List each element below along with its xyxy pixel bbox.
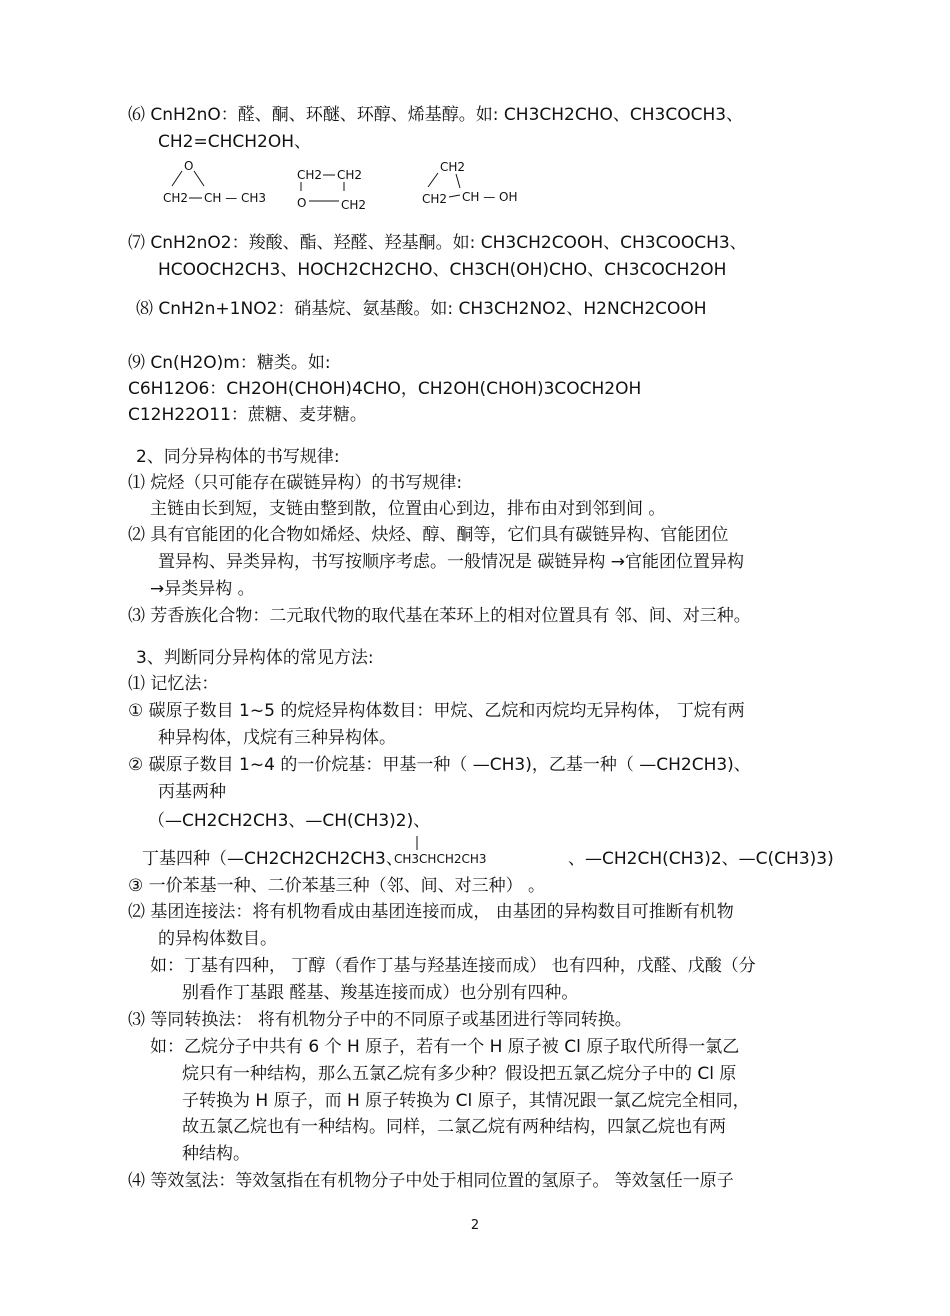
svg-text:O: O [297,196,307,210]
text-line: ⑶ 等同转换法： 将有机物分子中的不同原子或基团进行等同转换。 [128,1010,632,1030]
svg-text:CH2: CH2 [337,168,363,182]
text-line: ⑷ 等效氢法：等效氢指在有机物分子中处于相同位置的氢原子。 等效氢任一原子 [128,1171,734,1191]
page-number: 2 [470,1218,480,1233]
text-line: ⑶ 芳香族化合物：二元取代物的取代基在苯环上的相对位置具有 邻、间、对三种。 [128,606,751,626]
text-line: CH2=CHCH2OH、 [158,132,311,152]
text-line: 别看作丁基跟 醛基、羧基连接而成）也分别有四种。 [182,983,579,1003]
text-line: C12H22O11：蔗糖、麦芽糖。 [128,405,367,425]
text-line: ⑵ 基团连接法：将有机物看成由基团连接而成， 由基团的异构数目可推断有机物 [128,902,734,922]
text-line: ② 碳原子数目 1~4 的一价烷基：甲基一种（ —CH3)，乙基一种（ —CH2CH3)、 [128,755,751,775]
text-line: ⑹ CnH2nO：醛、酮、环醚、环醇、烯基醇。如: CH3CH2CHO、CH3COCH3、 [128,105,744,125]
text-line: 种异构体，戊烷有三种异构体。 [158,728,396,748]
text-line: ⑴ 烷烃（只可能存在碳链异构）的书写规律: [128,473,463,493]
text-line: ③ 一价苯基一种、二价苯基三种（邻、间、对三种） 。 [128,876,546,896]
text-line: ⑼ Cn(H2O)m：糖类。如: [128,353,331,373]
text-line: 子转换为 H 原子，而 H 原子转换为 Cl 原子，其情况跟一氯乙烷完全相同， [182,1091,750,1111]
butyl-branch-structure [392,834,502,866]
text-line: 3、判断同分异构体的常见方法: [136,648,374,668]
text-line: ⑵ 具有官能团的化合物如烯烃、炔烃、醇、酮等，它们具有碳链异构、官能团位 [128,525,729,545]
svg-text:CH — OH: CH — OH [462,190,518,204]
text-line: ⑻ CnH2n+1NO2：硝基烷、氨基酸。如: CH3CH2NO2、H2NCH2COOH [136,299,707,319]
text-line: 主链由长到短，支链由整到散，位置由心到边，排布由对到邻到间 。 [150,499,666,519]
text-line: 种结构。 [182,1144,250,1164]
text-line: 如：乙烷分子中共有 6 个 H 原子，若有一个 H 原子被 Cl 原子取代所得一氯乙 [150,1037,740,1057]
text-line: （—CH2CH2CH3、—CH(CH3)2)、 [148,811,431,831]
text-line: 如：丁基有四种， 丁醇（看作丁基与羟基连接而成） 也有四种，戊醛、戊酸（分 [150,956,756,976]
oxetane-structure [295,163,385,213]
oxygen-label: O [184,159,194,173]
text-line: HCOOCH2CH3、HOCH2CH2CHO、CH3CH(OH)CHO、CH3COCH2OH [158,260,727,280]
text-line: 烷只有一种结构，那么五氯乙烷有多少种？假设把五氯乙烷分子中的 Cl 原 [182,1064,737,1084]
text-line: ⑺ CnH2nO2：羧酸、酯、羟醛、羟基酮。如: CH3CH2COOH、CH3COOCH3、 [128,233,747,253]
text-line: 故五氯乙烷也有一种结构。同样，二氯乙烷有两种结构，四氯乙烷也有两 [182,1117,726,1137]
text-line: 置异构、异类异构，书写按顺序考虑。一般情况是 碳链异构 →官能团位置异构 [158,552,745,572]
ch-ch3-label: CH — CH3 [204,191,267,205]
text-line: 丙基两种 [158,782,226,802]
svg-text:CH2: CH2 [422,192,448,206]
text-line: C6H12O6：CH2OH(CHOH)4CHO，CH2OH(CHOH)3COCH2OH [128,379,642,399]
cyclopropanol-structure [420,157,540,209]
svg-text:CH2: CH2 [440,160,466,174]
svg-text:CH2: CH2 [297,168,323,182]
text-line: 2、同分异构体的书写规律: [136,447,340,467]
ch2-label: CH2 [163,191,189,205]
text-line: →异类异构 。 [150,579,255,599]
text-line: 丁基四种（—CH2CH2CH2CH3、 [142,849,403,869]
text-line: ① 碳原子数目 1~5 的烷烃异构体数目：甲烷、乙烷和丙烷均无异构体， 丁烷有两 [128,701,745,721]
text-line: 的异构体数目。 [158,929,277,949]
epoxide-structure [160,158,280,208]
svg-text:CH3CHCH2CH3: CH3CHCH2CH3 [394,852,487,866]
svg-text:CH2: CH2 [341,198,367,212]
text-line: 、—CH2CH(CH3)2、—C(CH3)3) [568,849,834,869]
text-line: ⑴ 记忆法： [128,674,219,694]
